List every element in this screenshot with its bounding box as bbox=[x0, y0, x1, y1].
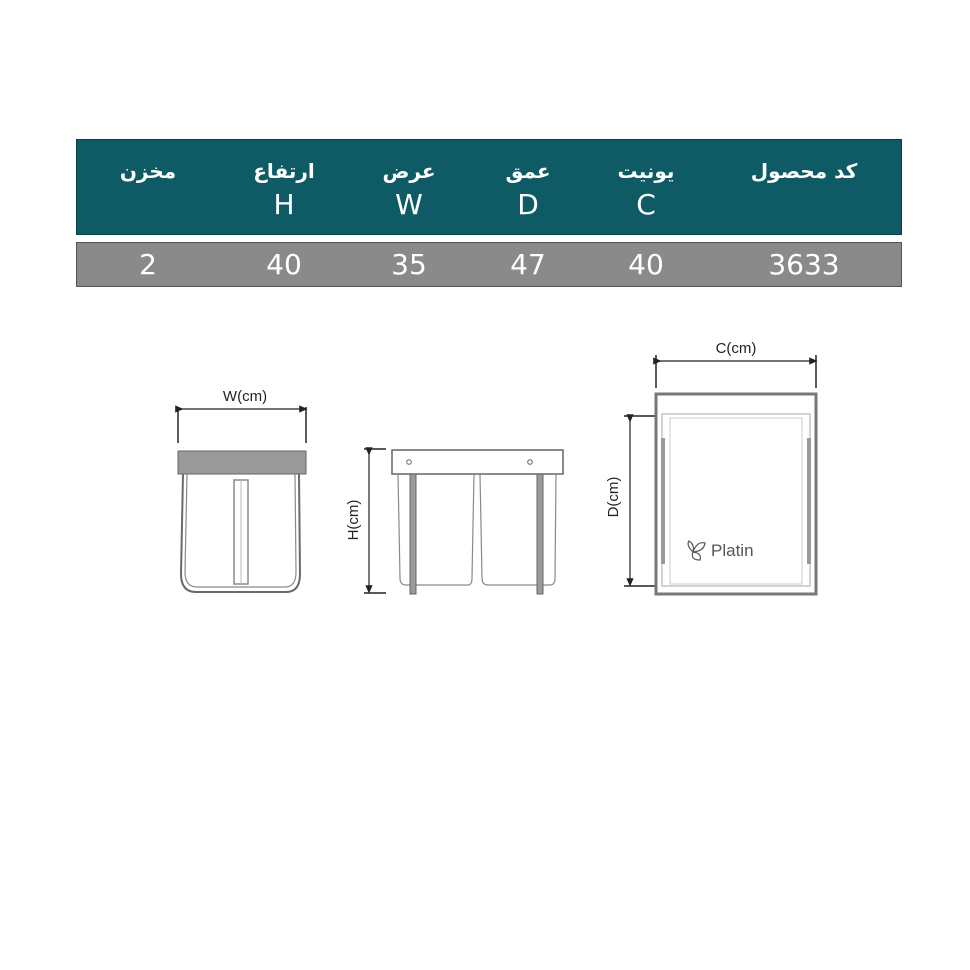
value-width: 35 bbox=[391, 248, 427, 281]
height-dimension-label: H(cm) bbox=[345, 499, 362, 541]
brand-logo: Platin bbox=[711, 541, 754, 560]
width-dimension-label: W(cm) bbox=[222, 388, 268, 405]
value-product-code: 3633 bbox=[768, 248, 840, 281]
header-label: ارتفاع bbox=[253, 159, 315, 183]
side-view bbox=[345, 449, 563, 594]
header-label: یونیت bbox=[617, 159, 675, 183]
front-view bbox=[178, 388, 306, 592]
header-label: مخزن bbox=[119, 159, 177, 183]
value-unit: 40 bbox=[628, 248, 664, 281]
header-label: عرض bbox=[382, 159, 436, 183]
header-label: کد محصول bbox=[750, 159, 858, 183]
top-view bbox=[605, 340, 816, 594]
header-letter: C bbox=[636, 188, 656, 221]
header-letter: D bbox=[517, 188, 539, 221]
value-depth: 47 bbox=[510, 248, 546, 281]
depth-dimension-label: D(cm) bbox=[605, 476, 622, 518]
header-label: عمق bbox=[505, 159, 551, 183]
value-height: 40 bbox=[266, 248, 302, 281]
value-bins: 2 bbox=[139, 248, 157, 281]
header-letter: W bbox=[395, 188, 423, 221]
unit-dimension-label: C(cm) bbox=[715, 340, 757, 357]
header-letter: H bbox=[273, 188, 295, 221]
